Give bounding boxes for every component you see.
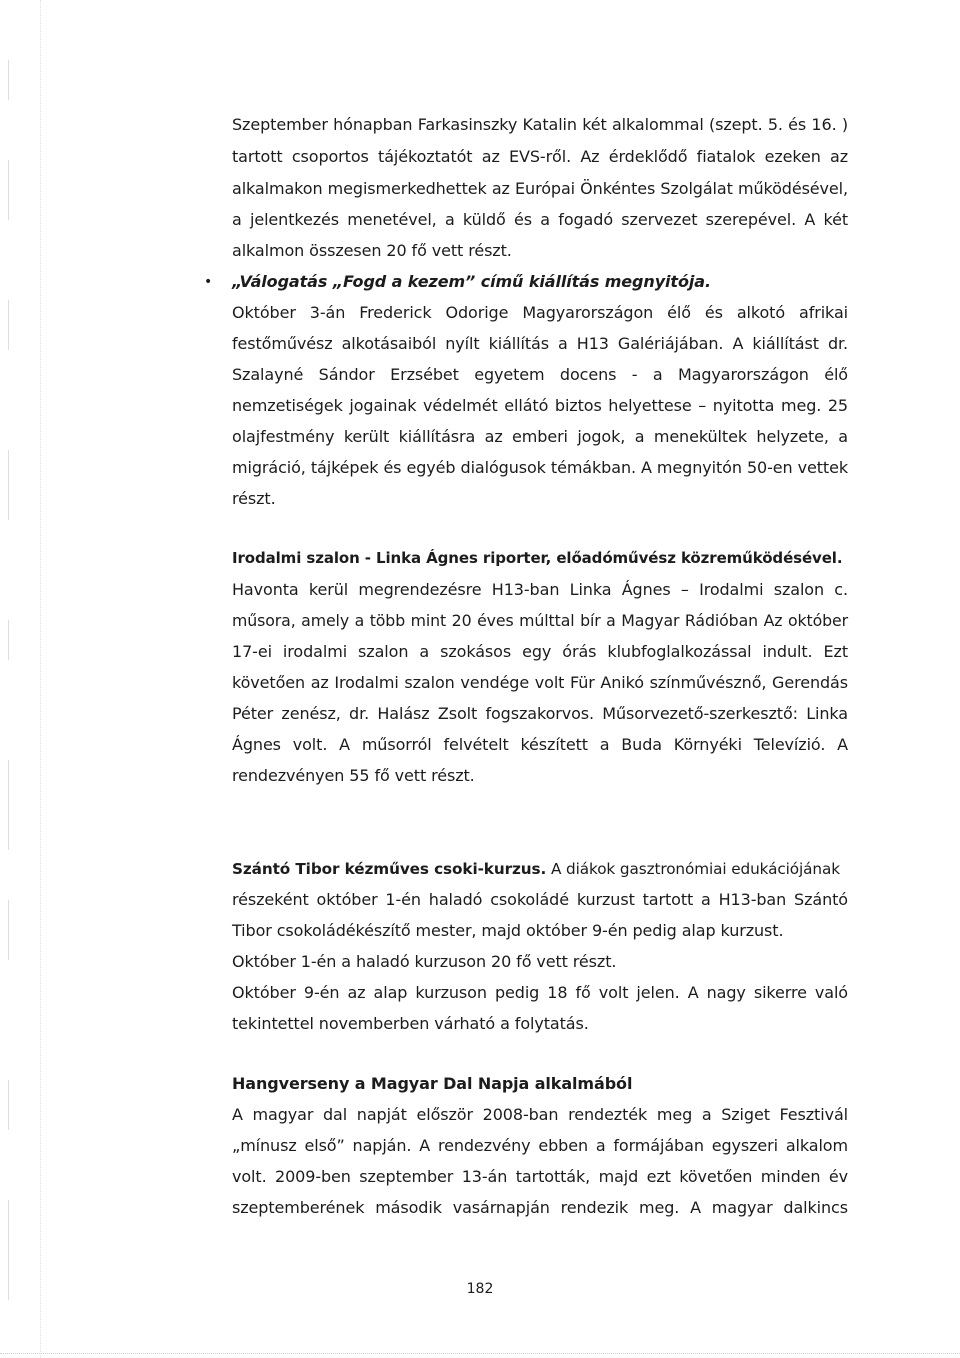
- szalon-heading: Irodalmi szalon - Linka Ágnes riporter, előadóművész közreműködésével.: [232, 549, 843, 567]
- evs-line: tartott csoportos tájékoztatót az EVS-ről. Az érdeklődő fiatalok ezeken az: [232, 147, 848, 166]
- dal-line: szeptemberének második vasárnapján rendezik meg. A magyar dalkincs: [232, 1198, 848, 1217]
- dal-line: „mínusz első” napján. A rendezvény ebben a formájában egyszeri alkalom: [232, 1136, 848, 1155]
- kiallitas-line: Október 3-án Frederick Odorige Magyarországon élő és alkotó afrikai: [232, 303, 848, 322]
- csoki-first-text: A diákok gasztronómiai edukációjának: [546, 860, 840, 878]
- csoki-line: tekintettel novemberben várható a folytatás.: [232, 1014, 589, 1033]
- evs-line: alkalmakon megismerkedhettek az Európai Önkéntes Szolgálat működésével,: [232, 179, 848, 198]
- kiallitas-line: Szalayné Sándor Erzsébet egyetem docens - a Magyarországon élő: [232, 365, 848, 384]
- szalon-line: 17-ei irodalmi szalon a szokásos egy órás klubfoglalkozással indult. Ezt: [232, 642, 848, 661]
- csoki-line: részeként október 1-én haladó csokoládé kurzust tartott a H13-ban Szántó: [232, 890, 848, 909]
- kiallitas-heading: „Válogatás „Fogd a kezem” című kiállítás megnyitója.: [232, 272, 711, 291]
- kiallitas-line: olajfestmény került kiállításra az emberi jogok, a menekültek helyzete, a: [232, 427, 848, 446]
- csoki-first-line: [232, 859, 848, 879]
- szalon-line: Havonta kerül megrendezésre H13-ban Linka Ágnes – Irodalmi szalon c.: [232, 580, 848, 599]
- szalon-line: Ágnes volt. A műsorról felvételt készített a Buda Környéki Televízió. A: [232, 735, 848, 754]
- dal-heading: Hangverseny a Magyar Dal Napja alkalmából: [232, 1074, 633, 1093]
- csoki-line: Október 1-én a haladó kurzuson 20 fő vett részt.: [232, 952, 617, 971]
- szalon-line: műsora, amely a több mint 20 éves múlttal bír a Magyar Rádióban Az október: [232, 611, 848, 630]
- szalon-line: rendezvényen 55 fő vett részt.: [232, 766, 475, 785]
- kiallitas-line: részt.: [232, 489, 276, 508]
- dal-line: volt. 2009-ben szeptember 13-án tartották, majd ezt követően minden év: [232, 1167, 848, 1186]
- szalon-line: Péter zenész, dr. Halász Zsolt fogszakorvos. Műsorvezető-szerkesztő: Linka: [232, 704, 848, 723]
- csoki-line: Október 9-én az alap kurzuson pedig 18 fő volt jelen. A nagy sikerre való: [232, 983, 848, 1002]
- szalon-line: követően az Irodalmi szalon vendége volt Für Anikó színművésznő, Gerendás: [232, 673, 848, 692]
- csoki-heading: Szántó Tibor kézműves csoki-kurzus.: [232, 860, 547, 878]
- kiallitas-line: migráció, tájképek és egyéb dialógusok témákban. A megnyitón 50-en vettek: [232, 458, 848, 477]
- page-number: 182: [466, 1281, 494, 1297]
- csoki-line: Tibor csokoládékészítő mester, majd október 9-én pedig alap kurzust.: [232, 921, 784, 940]
- evs-line: a jelentkezés menetével, a küldő és a fogadó szervezet szerepével. A két: [232, 210, 848, 229]
- evs-line: alkalmon összesen 20 fő vett részt.: [232, 241, 512, 260]
- scan-bottom-edge: [0, 1353, 960, 1354]
- kiallitas-line: festőművész alkotásaiból nyílt kiállítás a H13 Galériájában. A kiállítást dr.: [232, 334, 848, 353]
- bullet-marker: •: [204, 274, 213, 290]
- scan-left-edge: [0, 0, 41, 1358]
- dal-line: A magyar dal napját először 2008-ban rendezték meg a Sziget Fesztivál: [232, 1105, 848, 1124]
- evs-line: Szeptember hónapban Farkasinszky Katalin két alkalommal (szept. 5. és 16. ): [232, 115, 848, 134]
- kiallitas-line: nemzetiségek jogainak védelmét ellátó biztos helyettese – nyitotta meg. 25: [232, 396, 848, 415]
